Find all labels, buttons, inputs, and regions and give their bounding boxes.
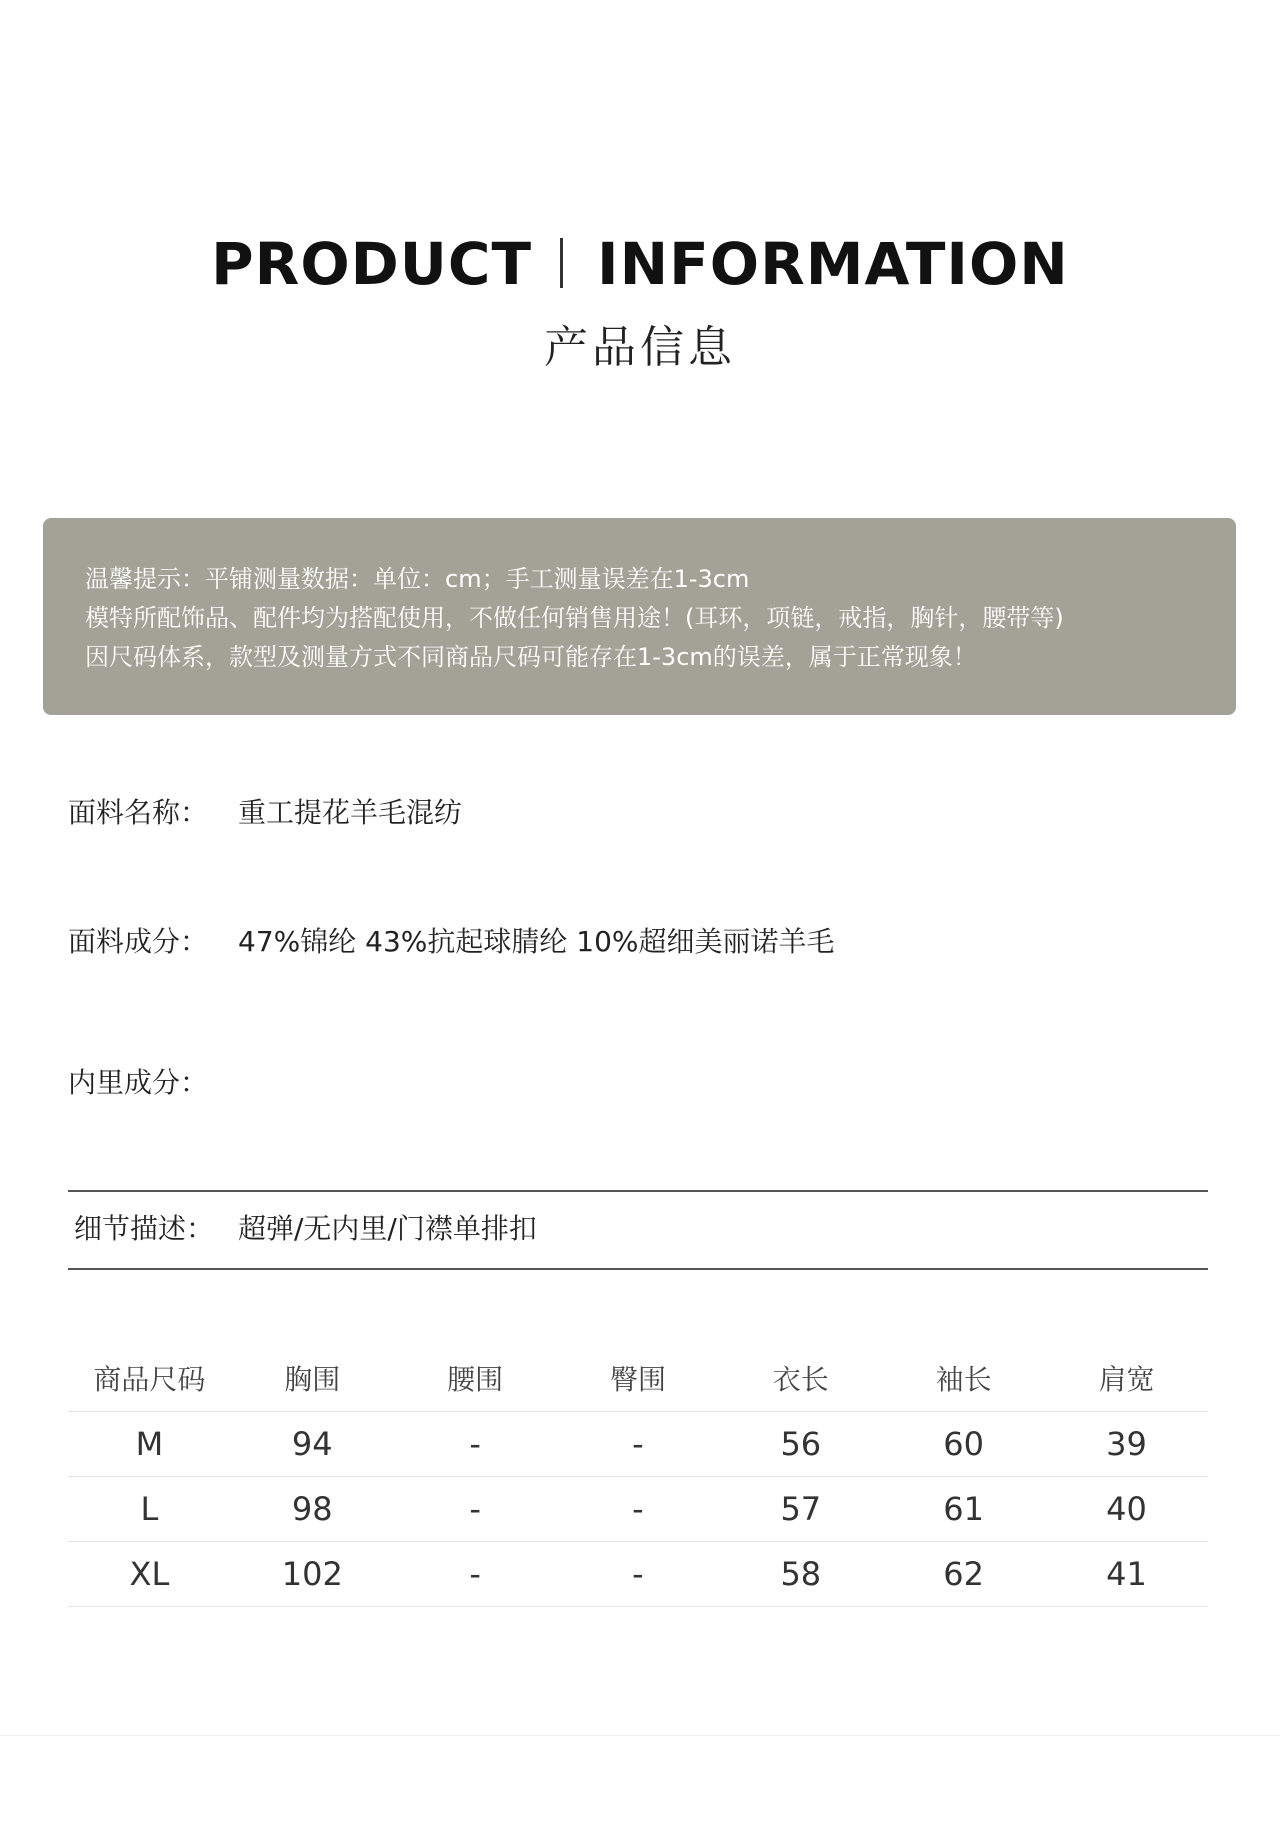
page-title — [0, 228, 1280, 300]
header-size: 商品尺码 — [68, 1345, 231, 1412]
size-table — [68, 1345, 1208, 1607]
table-row — [68, 1412, 1208, 1477]
cell-hip: - — [557, 1412, 720, 1477]
fabric-name-value: 重工提花羊毛混纺 — [238, 796, 463, 829]
cell-length: 56 — [719, 1412, 882, 1477]
header-chest: 胸围 — [231, 1345, 394, 1412]
bottom-divider — [0, 1735, 1280, 1736]
fabric-name-row — [68, 793, 1218, 833]
header-length: 衣长 — [719, 1345, 882, 1412]
cell-waist: - — [394, 1477, 557, 1542]
cell-hip: - — [557, 1477, 720, 1542]
fabric-name-label: 面料名称： — [68, 796, 209, 829]
header-hip: 臀围 — [557, 1345, 720, 1412]
notice-line-size-variance: 因尺码体系，款型及测量方式不同商品尺码可能存在1-3cm的误差，属于正常现象！ — [85, 643, 977, 671]
cell-sleeve: 62 — [882, 1542, 1045, 1607]
detail-label: 细节描述： — [74, 1212, 215, 1245]
detail-bottom-divider — [68, 1268, 1208, 1270]
fabric-composition-value: 47%锦纶 43%抗起球腈纶 10%超细美丽诺羊毛 — [238, 925, 835, 958]
cell-chest: 102 — [231, 1542, 394, 1607]
cell-length: 57 — [719, 1477, 882, 1542]
notice-line-accessories: 模特所配饰品、配件均为搭配使用，不做任何销售用途！(耳环，项链，戒指，胸针，腰带等) — [85, 604, 1064, 632]
cell-chest: 98 — [231, 1477, 394, 1542]
cell-size: XL — [68, 1542, 231, 1607]
title-information: INFORMATION — [597, 230, 1069, 298]
detail-value: 超弹/无内里/门襟单排扣 — [238, 1212, 537, 1245]
cell-size: M — [68, 1412, 231, 1477]
fabric-composition-row — [68, 922, 1218, 962]
cell-sleeve: 60 — [882, 1412, 1045, 1477]
table-row — [68, 1477, 1208, 1542]
cell-size: L — [68, 1477, 231, 1542]
detail-top-divider — [68, 1190, 1208, 1192]
cell-shoulder: 41 — [1045, 1542, 1208, 1607]
header-shoulder: 肩宽 — [1045, 1345, 1208, 1412]
cell-waist: - — [394, 1412, 557, 1477]
cell-waist: - — [394, 1542, 557, 1607]
table-row — [68, 1542, 1208, 1607]
cell-shoulder: 39 — [1045, 1412, 1208, 1477]
notice-box — [43, 518, 1236, 715]
header-sleeve: 袖长 — [882, 1345, 1045, 1412]
lining-row — [68, 1063, 1218, 1103]
cell-length: 58 — [719, 1542, 882, 1607]
cell-shoulder: 40 — [1045, 1477, 1208, 1542]
notice-line-measurement: 温馨提示：平铺测量数据：单位：cm；手工测量误差在1-3cm — [85, 565, 750, 593]
title-product: PRODUCT — [211, 230, 533, 298]
lining-label: 内里成分： — [68, 1066, 209, 1099]
cell-sleeve: 61 — [882, 1477, 1045, 1542]
cell-hip: - — [557, 1542, 720, 1607]
page-subtitle: 产品信息 — [544, 322, 736, 373]
size-table-header-row — [68, 1345, 1208, 1412]
fabric-composition-label: 面料成分： — [68, 925, 209, 958]
header-waist: 腰围 — [394, 1345, 557, 1412]
detail-row — [74, 1209, 1224, 1249]
cell-chest: 94 — [231, 1412, 394, 1477]
title-separator — [560, 238, 563, 288]
